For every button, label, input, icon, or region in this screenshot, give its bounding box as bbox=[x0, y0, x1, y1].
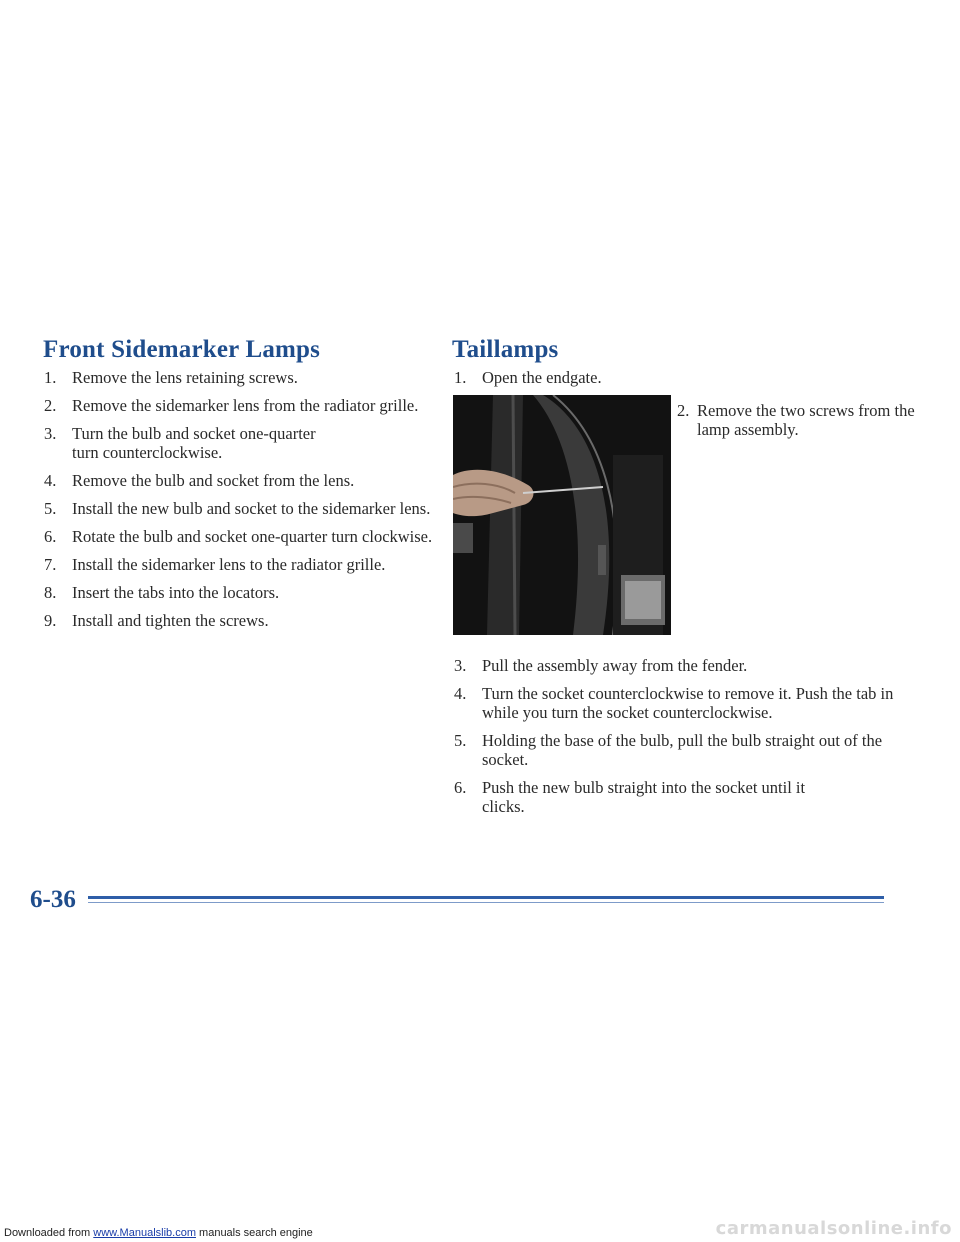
taillamps-heading: Taillamps bbox=[452, 336, 559, 363]
footer-rule bbox=[88, 896, 884, 899]
site-watermark: carmanualsonline.info bbox=[715, 1218, 952, 1239]
front-sidemarker-steps bbox=[44, 368, 449, 639]
list-item: 4. Remove the bulb and socket from the lens. bbox=[44, 471, 355, 490]
list-item: 5. Holding the base of the bulb, pull the bulb straight out of the socket. bbox=[454, 731, 883, 769]
list-item: 6. Rotate the bulb and socket one-quarter turn clockwise. bbox=[44, 527, 433, 546]
download-source-bar: Downloaded from www.Manualslib.com manuals search engine bbox=[4, 1227, 313, 1239]
list-item: 8. Insert the tabs into the locators. bbox=[44, 583, 280, 602]
list-item: 4. Turn the socket counterclockwise to remove it. Push the tab in while you turn the socket counterclockwise. bbox=[454, 684, 894, 722]
taillamp-screw-removal-photo bbox=[453, 395, 671, 635]
list-item: 7. Install the sidemarker lens to the radiator grille. bbox=[44, 555, 386, 574]
list-item: 2. Remove the sidemarker lens from the radiator grille. bbox=[44, 396, 419, 415]
taillamp-photo-illustration bbox=[453, 395, 671, 635]
list-item: 1. Open the endgate. bbox=[454, 368, 602, 387]
footer-rule-thin bbox=[88, 902, 884, 903]
list-item: 9. Install and tighten the screws. bbox=[44, 611, 269, 630]
list-item: 6. Push the new bulb straight into the socket until it clicks. bbox=[454, 778, 806, 816]
list-item: 5. Install the new bulb and socket to the sidemarker lens. bbox=[44, 499, 431, 518]
list-item: 3. Pull the assembly away from the fender. bbox=[454, 656, 748, 675]
taillamps-step-1 bbox=[454, 368, 894, 396]
taillamps-step-2: 2. Remove the two screws from the lamp assembly. bbox=[677, 401, 915, 439]
front-sidemarker-heading: Front Sidemarker Lamps bbox=[43, 336, 321, 363]
manualslib-link[interactable]: www.Manualslib.com bbox=[93, 1227, 196, 1239]
list-item: 1. Remove the lens retaining screws. bbox=[44, 368, 298, 387]
taillamps-steps-remaining bbox=[454, 656, 894, 825]
page-number: 6-36 bbox=[30, 886, 76, 913]
list-item: 3. Turn the bulb and socket one-quarter turn counterclockwise. bbox=[44, 424, 316, 462]
